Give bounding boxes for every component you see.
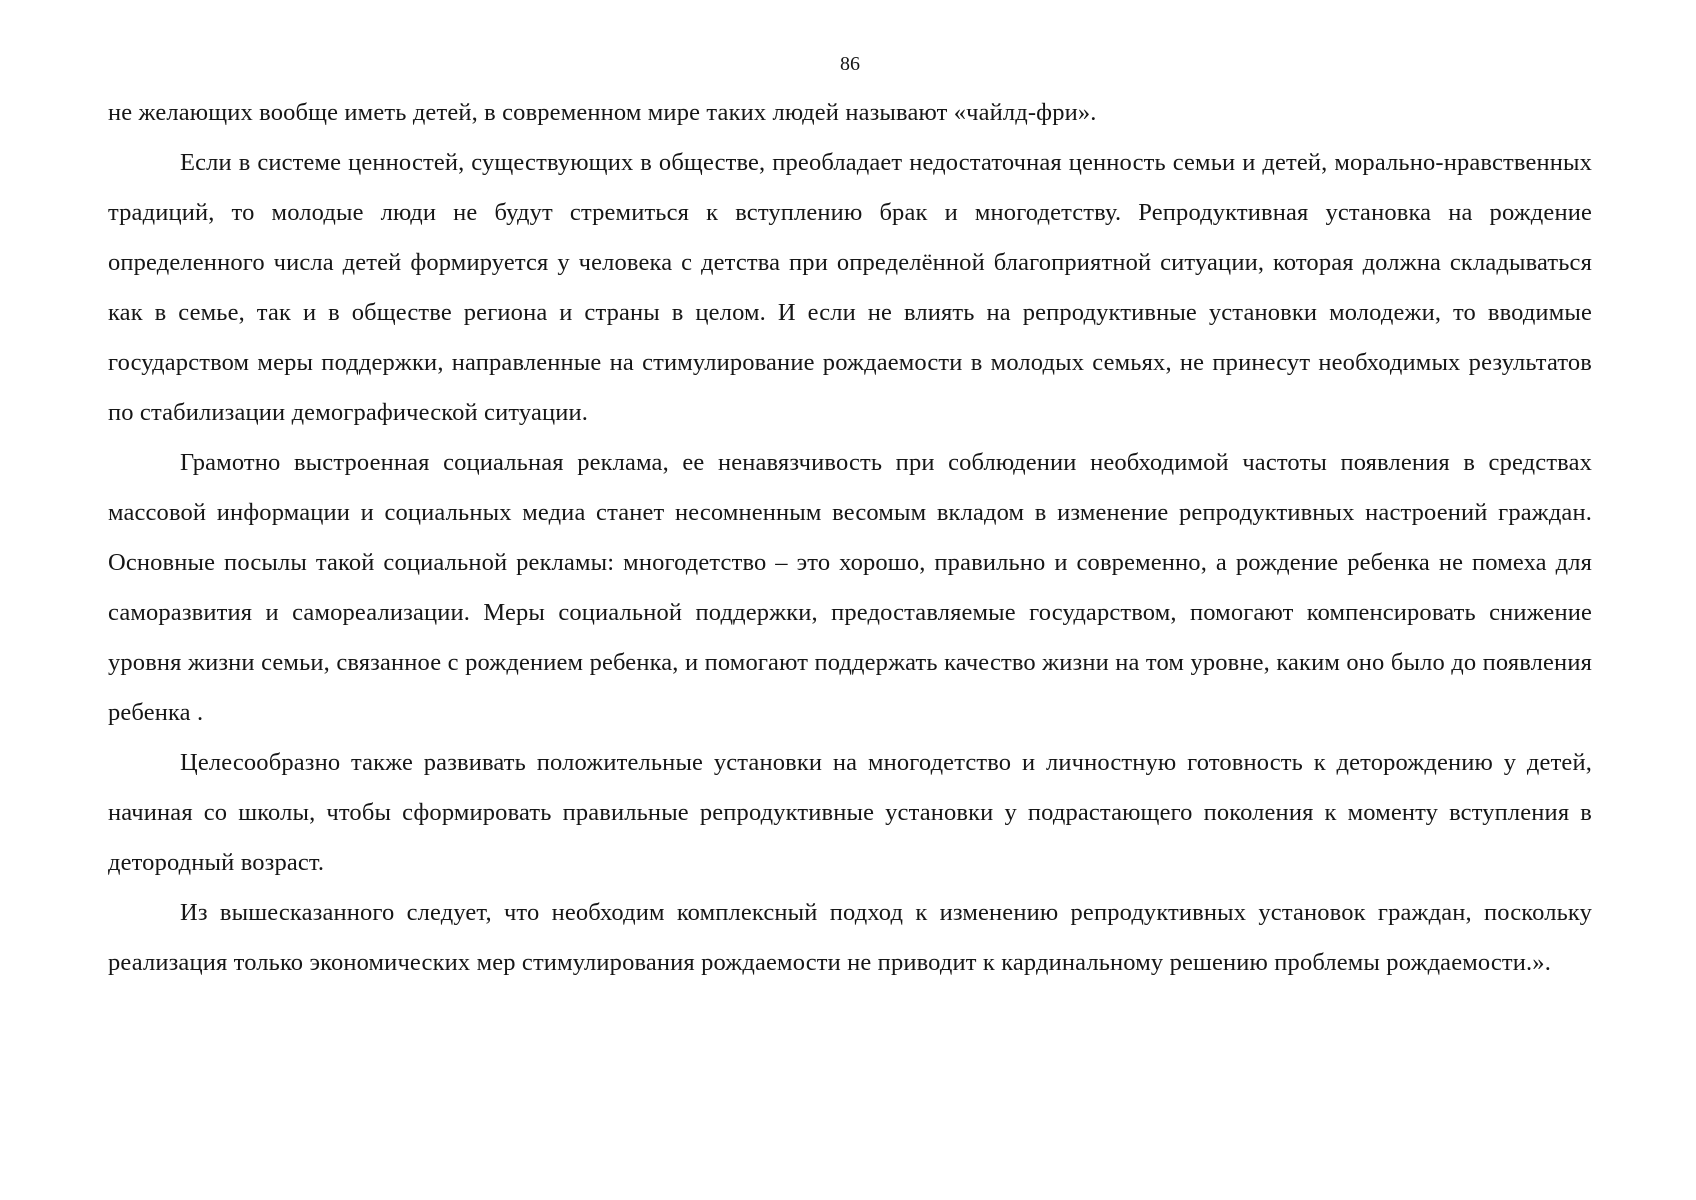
paragraph-2: Если в системе ценностей, существующих в обществе, преобладает недостаточная ценность семьи и детей, морально-нравственных традиций, то молодые люди не будут стремиться к вступлению брак и многодетству. Репродуктивная установка на рождение определенного числа детей формируется у человека с детства при определённой благоприятной ситуации, которая должна складываться как в семье, так и в обществе региона и страны в целом. И если не влиять на репродуктивные установки молодежи, то вводимые государством меры поддержки, направленные на стимулирование рождаемости в молодых семьях, не принесут необходимых результатов по стабилизации демографической ситуации. xyxy=(108,149,1592,426)
document-page xyxy=(108,0,1592,1200)
body-text xyxy=(108,88,1592,988)
paragraph-5: Из вышесказанного следует, что необходим комплексный подход к изменению репродуктивных установок граждан, поскольку реализация только экономических мер стимулирования рождаемости не приводит к кардинальному решению проблемы рождаемости.». xyxy=(108,899,1592,976)
paragraph-1: не желающих вообще иметь детей, в современном мире таких людей называют «чайлд-фри». xyxy=(108,99,1097,126)
paragraph-4: Целесообразно также развивать положительные установки на многодетство и личностную готовность к деторождению у детей, начиная со школы, чтобы сформировать правильные репродуктивные установки у подрастающего поколения к моменту вступления в детородный возраст. xyxy=(108,749,1592,876)
paragraph-3: Грамотно выстроенная социальная реклама, ее ненавязчивость при соблюдении необходимой частоты появления в средствах массовой информации и социальных медиа станет несомненным весомым вкладом в изменение репродуктивных настроений граждан. Основные посылы такой социальной рекламы: многодетство – это хорошо, правильно и современно, а рождение ребенка не помеха для саморазвития и самореализации. Меры социальной поддержки, предоставляемые государством, помогают компенсировать снижение уровня жизни семьи, связанное с рождением ребенка, и помогают поддержать качество жизни на том уровне, каким оно было до появления ребенка . xyxy=(108,449,1592,726)
page-number: 86 xyxy=(840,53,860,75)
